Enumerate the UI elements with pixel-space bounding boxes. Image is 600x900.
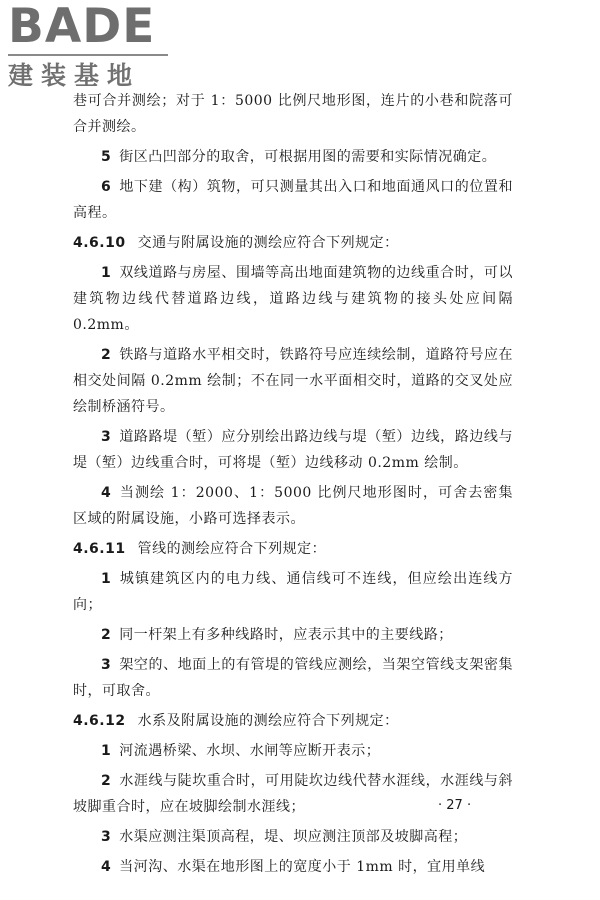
clause-number: 4.6.11 [73, 541, 126, 557]
item-text: 架空的、地面上的有管堤的管线应测绘，当架空管线支架密集时，可取舍。 [73, 657, 513, 699]
clause-heading [73, 536, 513, 562]
item-number: 1 [101, 743, 112, 759]
item-number: 6 [101, 179, 112, 195]
item-text: 地下建（构）筑物，可只测量其出入口和地面通风口的位置和高程。 [73, 179, 513, 221]
list-item [73, 566, 513, 618]
item-number: 3 [101, 829, 112, 845]
item-text: 水涯线与陡坎重合时，可用陡坎边线代替水涯线，水涯线与斜坡脚重合时，应在坡脚绘制水涯线； [73, 773, 513, 815]
list-item [73, 174, 513, 226]
item-number: 5 [101, 149, 112, 165]
list-item [73, 652, 513, 704]
list-item [73, 854, 513, 880]
item-number: 2 [101, 773, 112, 789]
item-text: 双线道路与房屋、围墙等高出地面建筑物的边线重合时，可以建筑物边线代替道路边线，道路边线与建筑物的接头处应间隔 0.2mm。 [73, 265, 513, 333]
item-number: 4 [101, 859, 112, 875]
clause-text: 管线的测绘应符合下列规定： [137, 541, 327, 557]
clause-text: 交通与附属设施的测绘应符合下列规定： [137, 235, 399, 251]
item-text: 当测绘 1：2000、1：5000 比例尺地形图时，可舍去密集区域的附属设施，小路可选择表示。 [73, 485, 513, 527]
list-item [73, 144, 513, 170]
clause-heading [73, 708, 513, 734]
paragraph-text: 巷可合并测绘；对于 1：5000 比例尺地形图，连片的小巷和院落可合并测绘。 [73, 93, 513, 135]
list-item [73, 738, 513, 764]
list-item [73, 622, 513, 648]
logo-wordmark: BADE [8, 0, 156, 54]
logo-divider [8, 54, 168, 56]
bade-logo [8, 2, 178, 94]
document-body [73, 88, 513, 884]
paragraph-continuation [73, 88, 513, 140]
item-text: 铁路与道路水平相交时，铁路符号应连续绘制，道路符号应在相交处间隔 0.2mm 绘制；不在同一水平面相交时，道路的交叉处应绘制桥涵符号。 [73, 347, 513, 415]
clause-heading [73, 230, 513, 256]
page-number: · 27 · [438, 798, 472, 813]
item-text: 城镇建筑区内的电力线、通信线可不连线，但应绘出连线方向； [73, 571, 513, 613]
list-item [73, 260, 513, 338]
logo-subtitle: 建装基地 [8, 61, 141, 90]
list-item [73, 480, 513, 532]
clause-number: 4.6.10 [73, 235, 126, 251]
list-item [73, 824, 513, 850]
item-text: 当河沟、水渠在地形图上的宽度小于 1mm 时，宜用单线 [119, 859, 486, 875]
item-text: 河流遇桥梁、水坝、水闸等应断开表示； [119, 743, 381, 759]
item-number: 3 [101, 657, 112, 673]
item-number: 2 [101, 347, 112, 363]
list-item [73, 424, 513, 476]
item-number: 2 [101, 627, 112, 643]
item-text: 街区凸凹部分的取舍，可根据用图的需要和实际情况确定。 [119, 149, 497, 165]
item-number: 4 [101, 485, 112, 501]
item-number: 1 [101, 265, 112, 281]
item-text: 水渠应测注渠顶高程，堤、坝应测注顶部及坡脚高程； [119, 829, 468, 845]
list-item [73, 342, 513, 420]
item-text: 道路路堤（堑）应分别绘出路边线与堤（堑）边线，路边线与堤（堑）边线重合时，可将堤（堑）边线移动 0.2mm 绘制。 [73, 429, 513, 471]
item-text: 同一杆架上有多种线路时，应表示其中的主要线路； [119, 627, 453, 643]
clause-text: 水系及附属设施的测绘应符合下列规定： [137, 713, 399, 729]
clause-number: 4.6.12 [73, 713, 126, 729]
item-number: 3 [101, 429, 112, 445]
item-number: 1 [101, 571, 112, 587]
